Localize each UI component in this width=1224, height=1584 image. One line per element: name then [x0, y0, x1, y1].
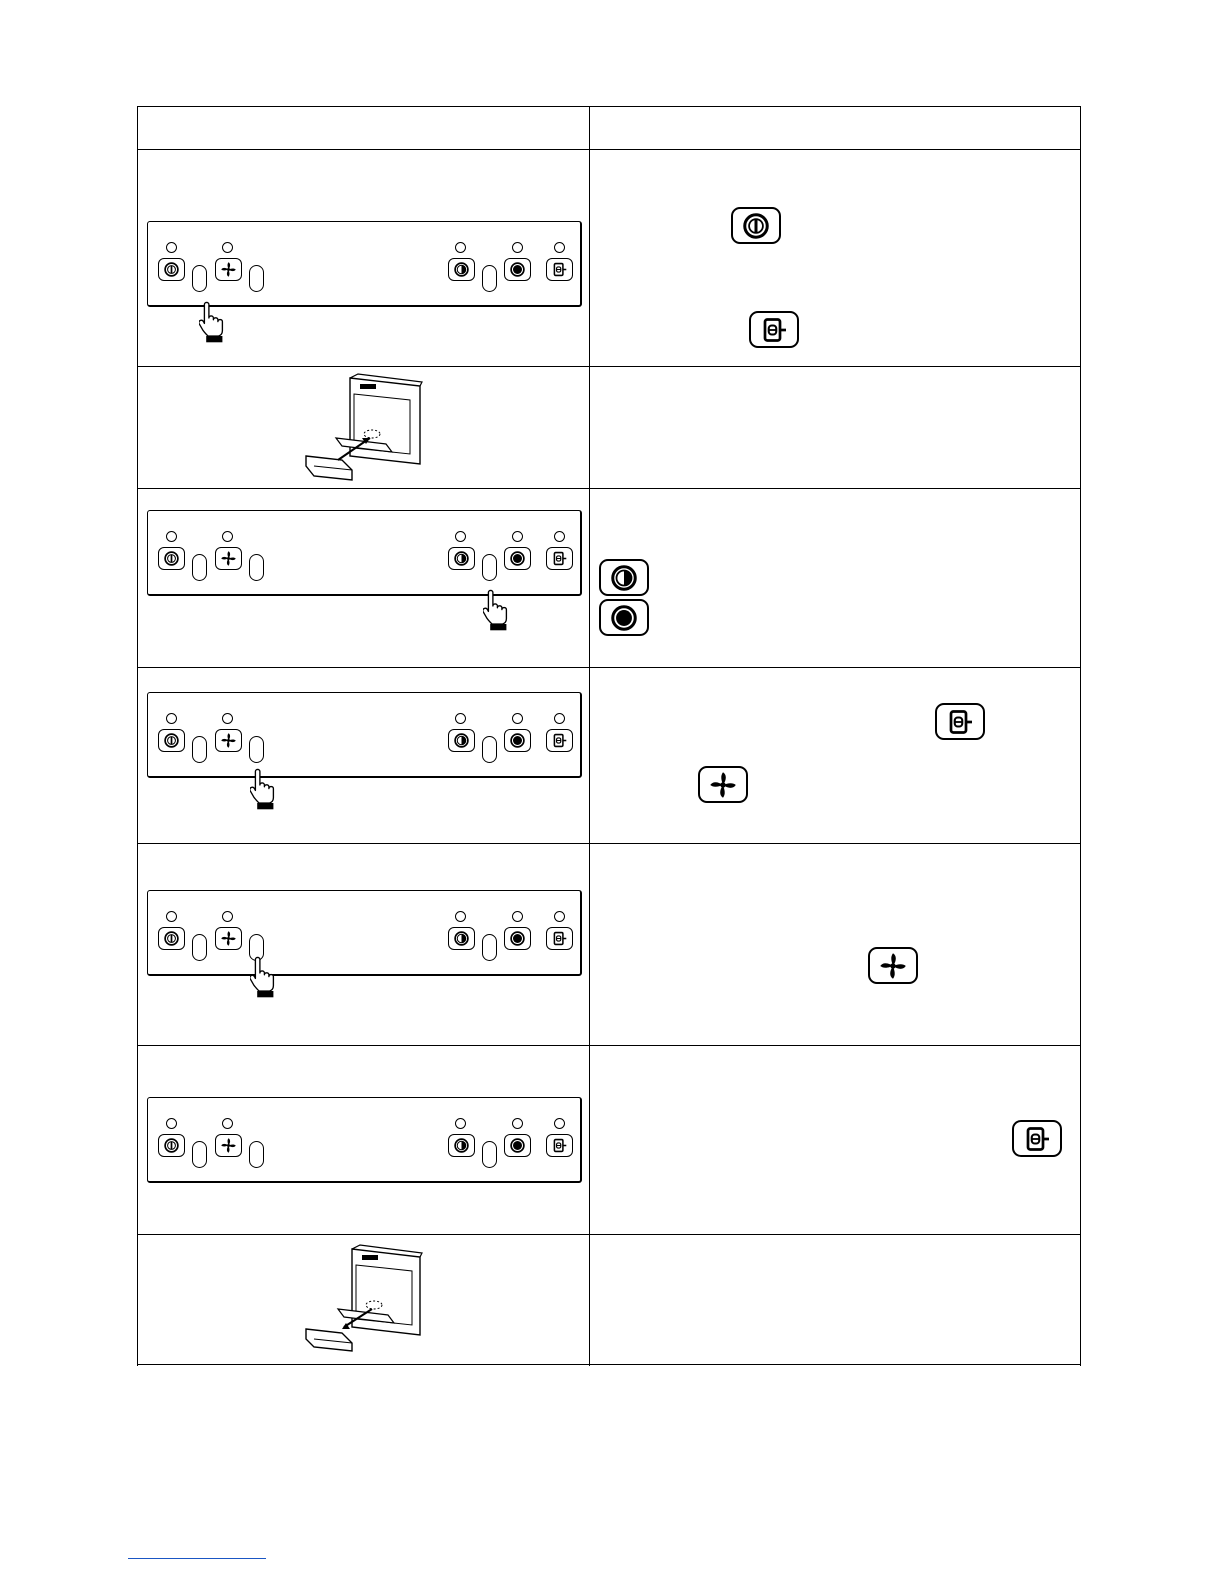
- row-divider: [137, 366, 1081, 367]
- drying-program-button[interactable]: [546, 258, 573, 281]
- full-load-button[interactable]: [504, 729, 531, 752]
- indicator-light: [222, 242, 233, 253]
- indicator-light: [512, 713, 523, 724]
- indicator-light: [512, 531, 523, 542]
- dryer-remove-tray-illustration: [302, 1243, 428, 1355]
- fan-button[interactable]: [215, 729, 242, 752]
- full-load-icon: [609, 603, 639, 633]
- indicator-light: [166, 242, 177, 253]
- selector-slot[interactable]: [482, 736, 497, 763]
- indicator-light: [512, 911, 523, 922]
- drying-program-button[interactable]: [546, 1134, 573, 1157]
- drying-program-symbol: [749, 311, 799, 348]
- indicator-light: [512, 242, 523, 253]
- indicator-light: [222, 531, 233, 542]
- on-off-icon: [163, 550, 180, 567]
- drying-program-symbol: [935, 703, 985, 740]
- indicator-light: [166, 531, 177, 542]
- fan-symbol: [698, 766, 748, 803]
- indicator-light: [455, 1118, 466, 1129]
- row-divider: [137, 1045, 1081, 1046]
- fan-icon: [220, 261, 237, 278]
- selector-slot[interactable]: [482, 1141, 497, 1168]
- half-load-button[interactable]: [448, 1134, 475, 1157]
- row-divider: [137, 843, 1081, 844]
- fan-symbol: [868, 947, 918, 984]
- selector-slot[interactable]: [192, 265, 207, 292]
- selector-slot[interactable]: [192, 736, 207, 763]
- indicator-light: [222, 713, 233, 724]
- full-load-button[interactable]: [504, 258, 531, 281]
- indicator-light: [222, 911, 233, 922]
- half-load-button[interactable]: [448, 927, 475, 950]
- indicator-light: [166, 911, 177, 922]
- full-load-icon: [509, 1137, 526, 1154]
- half-load-icon: [453, 1137, 470, 1154]
- indicator-light: [455, 242, 466, 253]
- fan-icon: [220, 550, 237, 567]
- on-off-button[interactable]: [158, 547, 185, 570]
- selector-slot[interactable]: [249, 736, 264, 763]
- half-load-button[interactable]: [448, 547, 475, 570]
- fan-button[interactable]: [215, 547, 242, 570]
- footer-link-underline[interactable]: [128, 1558, 266, 1559]
- indicator-light: [554, 911, 565, 922]
- table-header-divider: [137, 149, 1081, 150]
- on-off-icon: [163, 930, 180, 947]
- selector-slot[interactable]: [482, 265, 497, 292]
- fan-icon: [878, 951, 908, 981]
- drying-program-icon: [551, 261, 568, 278]
- indicator-light: [554, 242, 565, 253]
- half-load-icon: [453, 261, 470, 278]
- pointing-hand-icon: [199, 300, 235, 345]
- on-off-button[interactable]: [158, 729, 185, 752]
- row-divider: [137, 1234, 1081, 1235]
- half-load-icon: [453, 930, 470, 947]
- drying-program-button[interactable]: [546, 927, 573, 950]
- table-border-top: [137, 106, 1081, 107]
- half-load-icon: [609, 563, 639, 593]
- selector-slot[interactable]: [192, 554, 207, 581]
- indicator-light: [455, 713, 466, 724]
- drying-program-icon: [1022, 1124, 1052, 1154]
- indicator-light: [455, 531, 466, 542]
- drying-program-symbol: [1012, 1120, 1062, 1157]
- drying-program-icon: [551, 930, 568, 947]
- fan-icon: [220, 1137, 237, 1154]
- fan-icon: [708, 770, 738, 800]
- half-load-symbol: [599, 559, 649, 596]
- full-load-icon: [509, 550, 526, 567]
- on-off-icon: [163, 261, 180, 278]
- table-border-left: [137, 106, 138, 1366]
- half-load-icon: [453, 550, 470, 567]
- full-load-button[interactable]: [504, 547, 531, 570]
- indicator-light: [455, 911, 466, 922]
- indicator-light: [166, 1118, 177, 1129]
- indicator-light: [222, 1118, 233, 1129]
- fan-button[interactable]: [215, 258, 242, 281]
- on-off-symbol: [731, 207, 781, 244]
- full-load-button[interactable]: [504, 927, 531, 950]
- row-divider: [137, 667, 1081, 668]
- drying-program-icon: [551, 1137, 568, 1154]
- full-load-symbol: [599, 599, 649, 636]
- on-off-icon: [163, 1137, 180, 1154]
- pointing-hand-icon: [250, 955, 286, 1000]
- half-load-icon: [453, 732, 470, 749]
- pointing-hand-icon: [483, 588, 519, 633]
- indicator-light: [166, 713, 177, 724]
- on-off-icon: [741, 211, 771, 241]
- fan-icon: [220, 732, 237, 749]
- full-load-icon: [509, 930, 526, 947]
- full-load-icon: [509, 261, 526, 278]
- drying-program-icon: [551, 732, 568, 749]
- selector-slot[interactable]: [249, 265, 264, 292]
- full-load-icon: [509, 732, 526, 749]
- selector-slot[interactable]: [482, 554, 497, 581]
- drying-program-button[interactable]: [546, 547, 573, 570]
- on-off-icon: [163, 732, 180, 749]
- on-off-button[interactable]: [158, 1134, 185, 1157]
- fan-button[interactable]: [215, 927, 242, 950]
- drying-program-icon: [945, 707, 975, 737]
- fan-icon: [220, 930, 237, 947]
- drying-program-button[interactable]: [546, 729, 573, 752]
- table-column-divider: [589, 106, 590, 1366]
- full-load-button[interactable]: [504, 1134, 531, 1157]
- indicator-light: [554, 713, 565, 724]
- selector-slot[interactable]: [249, 554, 264, 581]
- dryer-insert-tray-illustration: [300, 372, 430, 484]
- selector-slot[interactable]: [192, 934, 207, 961]
- selector-slot[interactable]: [192, 1141, 207, 1168]
- selector-slot[interactable]: [482, 934, 497, 961]
- table-border-right: [1080, 106, 1081, 1366]
- indicator-light: [554, 1118, 565, 1129]
- indicator-light: [554, 531, 565, 542]
- indicator-light: [512, 1118, 523, 1129]
- table-border-bottom: [137, 1364, 1081, 1365]
- pointing-hand-icon: [250, 767, 286, 812]
- drying-program-icon: [759, 315, 789, 345]
- on-off-button[interactable]: [158, 927, 185, 950]
- drying-program-icon: [551, 550, 568, 567]
- selector-slot[interactable]: [249, 1141, 264, 1168]
- row-divider: [137, 488, 1081, 489]
- half-load-button[interactable]: [448, 729, 475, 752]
- half-load-button[interactable]: [448, 258, 475, 281]
- fan-button[interactable]: [215, 1134, 242, 1157]
- on-off-button[interactable]: [158, 258, 185, 281]
